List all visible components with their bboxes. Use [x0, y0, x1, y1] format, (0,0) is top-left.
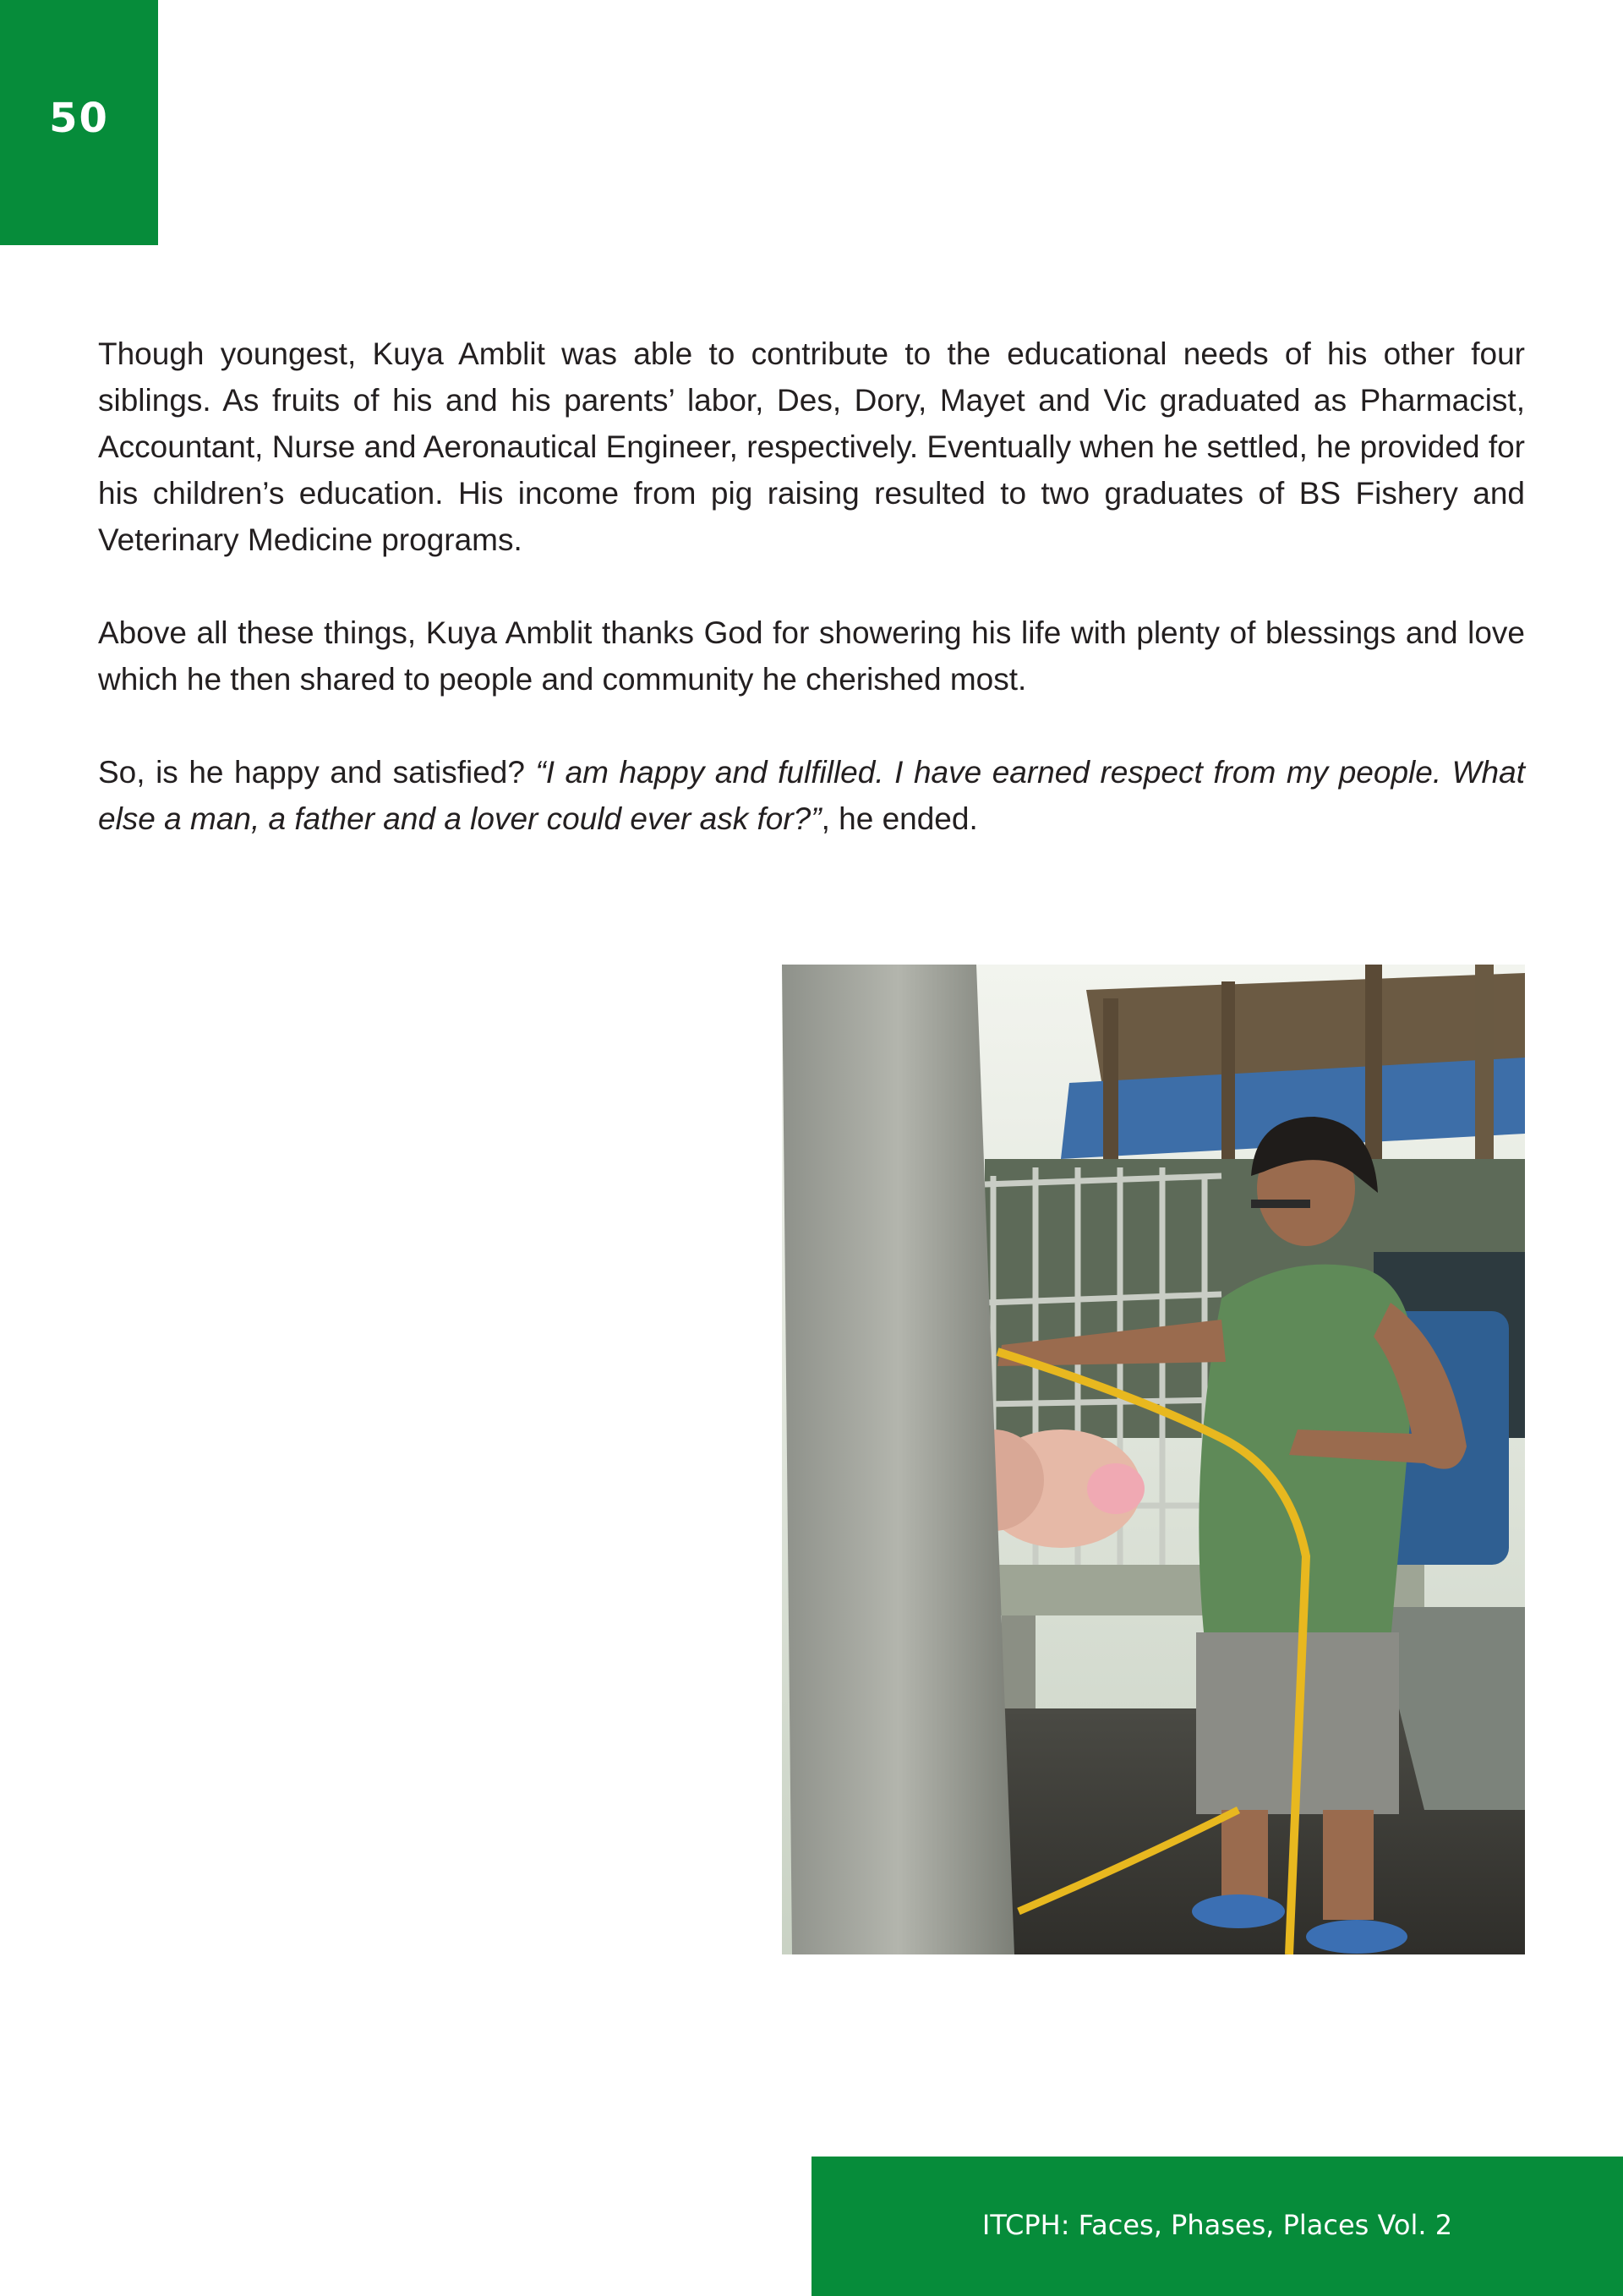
- paragraph-blessings: Above all these things, Kuya Amblit thanks God for showering his life with plenty of blessings and love which he then shared to people and community he cherished most.: [98, 615, 1525, 697]
- page-number-block: [0, 0, 158, 245]
- question-text: So, is he happy and satisfied?: [98, 755, 536, 790]
- article-body: [98, 331, 1525, 842]
- farmer-hosing-pigpen-photo: [782, 965, 1525, 1954]
- page-number: 50: [49, 95, 109, 142]
- quote-text: “I am happy and fulfilled. I have earned respect from my people. What else a man, a father and a lover could ever ask for?”: [98, 755, 1525, 836]
- closing-text: , he ended.: [821, 801, 978, 836]
- paragraph-education: Though youngest, Kuya Amblit was able to contribute to the educational needs of his other four siblings. As fruits of his and his parents’ labor, Des, Dory, Mayet and Vic graduated as Pharmacist, Accountant, Nurse and Aeronautical Engineer, respectively. Eventually when he settled, he provided for his children’s education. His income from pig raising resulted to two graduates of BS Fishery and Veterinary Medicine programs.: [98, 336, 1525, 557]
- photo-illustration: [782, 965, 1525, 1954]
- footer-block: [812, 2157, 1623, 2296]
- publication-title: ITCPH: Faces, Phases, Places Vol. 2: [981, 2209, 1453, 2241]
- paragraph-happiness: [98, 749, 1525, 842]
